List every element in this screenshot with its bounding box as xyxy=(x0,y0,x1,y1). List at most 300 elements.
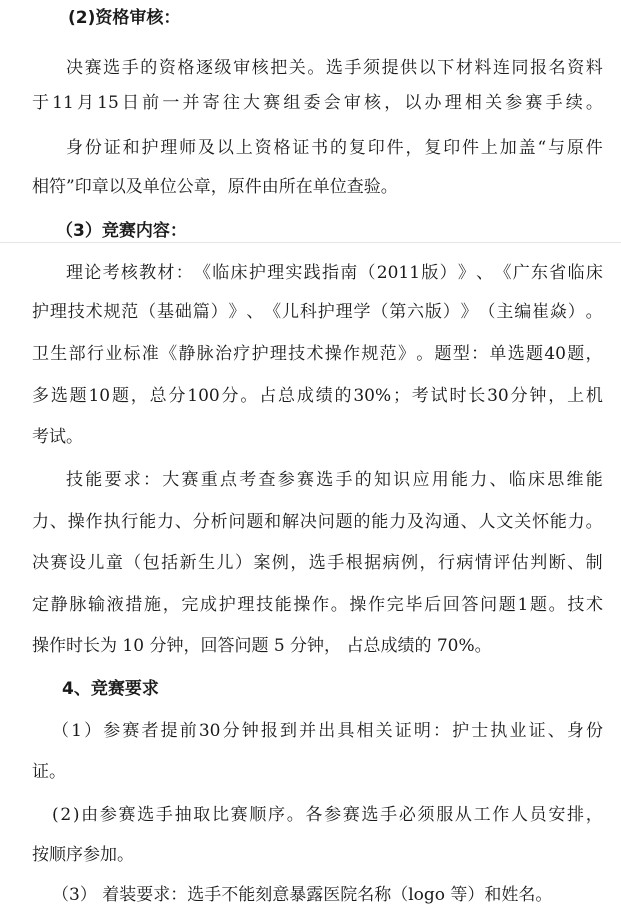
glyph: 并 xyxy=(299,721,317,741)
glyph: 用 xyxy=(431,470,449,490)
glyph: ） xyxy=(567,302,585,322)
glyph: ） xyxy=(442,302,460,322)
glyph: 》 xyxy=(228,302,246,322)
glyph: 顺 xyxy=(249,805,267,825)
glyph: 问 xyxy=(317,512,335,532)
glyph: 题 xyxy=(246,512,264,532)
glyph: 措 xyxy=(125,595,143,615)
glyph: （ xyxy=(358,263,376,283)
glyph: 赛 xyxy=(122,721,140,741)
glyph: 、 xyxy=(547,721,565,741)
glyph: 人 xyxy=(478,512,496,532)
glyph: 各 xyxy=(305,805,323,825)
paragraph-line xyxy=(0,258,621,288)
glyph: 版 xyxy=(424,302,442,322)
glyph: ： xyxy=(175,263,193,283)
glyph: 题 xyxy=(529,595,547,615)
glyph: ， xyxy=(585,805,603,825)
glyph: 赛 xyxy=(118,805,136,825)
glyph: 钟 xyxy=(241,721,259,741)
glyph: 作 xyxy=(85,512,103,532)
paragraph-line: 考试。 xyxy=(32,427,83,447)
glyph: 问 xyxy=(480,595,498,615)
glyph: 后 xyxy=(424,595,442,615)
paragraph-line xyxy=(0,716,621,746)
glyph: 考 xyxy=(411,386,429,406)
glyph: 能 xyxy=(139,512,157,532)
glyph: 护 xyxy=(141,138,159,158)
glyph: 占 xyxy=(259,386,277,406)
glyph: 题 xyxy=(111,386,129,406)
glyph: 卫 xyxy=(32,344,49,364)
glyph: 选 xyxy=(50,386,68,406)
glyph: （ xyxy=(52,721,69,741)
glyph: 《 xyxy=(160,344,178,364)
glyph: 能 xyxy=(451,470,468,490)
glyph: 选 xyxy=(103,58,121,78)
paragraph-line xyxy=(0,297,621,327)
glyph: 题 xyxy=(526,344,544,364)
heading-content: （3）竞赛内容： xyxy=(56,221,187,241)
glyph: 静 xyxy=(50,595,68,615)
glyph: 服 xyxy=(436,805,454,825)
glyph: 题 xyxy=(567,344,585,364)
glyph: 须 xyxy=(417,805,435,825)
glyph: 件 xyxy=(462,138,480,158)
glyph: 判 xyxy=(530,553,548,573)
glyph: 解 xyxy=(282,512,300,532)
glyph: 能 xyxy=(274,595,292,615)
paragraph-line: （3） 着装要求：选手不能刻意暴露医院名称（logo 等）和姓名。 xyxy=(52,885,553,905)
glyph: 证 xyxy=(528,721,546,741)
glyph: 大 xyxy=(243,93,260,113)
glyph: 业 xyxy=(105,344,123,364)
glyph: 续 xyxy=(565,93,583,113)
glyph: 能 xyxy=(585,470,603,490)
glyph: 制 xyxy=(585,553,603,573)
glyph: 实 xyxy=(285,263,303,283)
glyph: 《 xyxy=(494,263,512,283)
glyph: ( xyxy=(52,805,59,825)
glyph: 赛 xyxy=(342,805,360,825)
glyph: 30% xyxy=(353,386,392,406)
glyph: 于 xyxy=(32,93,49,113)
glyph: 1 xyxy=(71,721,82,741)
glyph: 析 xyxy=(210,512,228,532)
glyph: 选 xyxy=(325,58,343,78)
glyph: 答 xyxy=(461,595,479,615)
glyph: 。 xyxy=(548,595,566,615)
glyph: ） xyxy=(439,263,457,283)
glyph: 儿 xyxy=(87,553,105,573)
glyph: 和 xyxy=(264,512,282,532)
glyph: 分 xyxy=(510,386,528,406)
glyph: 情 xyxy=(474,553,492,573)
glyph: 求 xyxy=(123,470,141,490)
glyph: 下 xyxy=(437,58,455,78)
glyph: 分 xyxy=(221,386,239,406)
glyph: 崔 xyxy=(532,302,550,322)
glyph: 脉 xyxy=(69,595,87,615)
glyph: 儿 xyxy=(282,302,300,322)
glyph: 技 xyxy=(288,344,306,364)
glyph: ： xyxy=(143,470,160,490)
glyph: 理 xyxy=(444,93,462,113)
glyph: 料 xyxy=(585,58,603,78)
glyph: 。 xyxy=(330,595,348,615)
glyph: 证 xyxy=(292,138,310,158)
glyph: 题 xyxy=(498,595,516,615)
glyph: 月 xyxy=(76,93,94,113)
glyph: 术 xyxy=(85,302,103,322)
glyph: 》 xyxy=(397,344,415,364)
glyph: 证 xyxy=(103,138,121,158)
glyph: 审 xyxy=(233,58,251,78)
glyph: ） xyxy=(84,721,102,741)
heading-requirements: 4、竞赛要求 xyxy=(62,679,159,699)
glyph: 选 xyxy=(316,470,334,490)
glyph: 应 xyxy=(412,470,430,490)
glyph: 查 xyxy=(258,470,276,490)
glyph: 治 xyxy=(214,344,232,364)
glyph: 理 xyxy=(237,595,255,615)
glyph: 。 xyxy=(286,805,304,825)
glyph: 输 xyxy=(88,595,106,615)
glyph: 例 xyxy=(401,553,419,573)
paragraph-line: 相符”印章以及单位公章，原件由所在单位查验。 xyxy=(32,177,398,197)
glyph: 新 xyxy=(179,553,197,573)
glyph: ： xyxy=(471,344,489,364)
glyph: 、 xyxy=(460,512,478,532)
glyph: 书 xyxy=(311,138,329,158)
glyph: 的 xyxy=(354,470,372,490)
glyph: 份 xyxy=(585,721,603,741)
glyph: 并 xyxy=(182,93,200,113)
glyph: 毕 xyxy=(405,595,423,615)
paragraph-line xyxy=(0,800,621,830)
glyph: 力 xyxy=(470,470,488,490)
glyph: 脉 xyxy=(196,344,214,364)
glyph: 手 xyxy=(380,805,398,825)
glyph: 资 xyxy=(254,138,272,158)
glyph: 决 xyxy=(66,58,83,78)
glyph: 选 xyxy=(308,553,326,573)
glyph: 赛 xyxy=(297,470,314,490)
glyph: 识 xyxy=(393,470,411,490)
glyph: 指 xyxy=(321,263,339,283)
glyph: 会 xyxy=(323,93,341,113)
paragraph-line xyxy=(0,590,621,620)
glyph: 部 xyxy=(68,344,86,364)
glyph: 文 xyxy=(496,512,514,532)
glyph: 手 xyxy=(121,58,139,78)
glyph: 及 xyxy=(198,138,216,158)
glyph: 手 xyxy=(545,93,563,113)
glyph: 作 xyxy=(312,595,330,615)
glyph: 11 xyxy=(52,93,74,113)
glyph: 篇 xyxy=(192,302,210,322)
glyph: 以 xyxy=(404,93,422,113)
glyph: 作 xyxy=(492,805,510,825)
page-divider xyxy=(0,242,621,243)
glyph: 赛 xyxy=(525,93,543,113)
glyph: （ xyxy=(371,302,389,322)
glyph: 点 xyxy=(220,470,237,490)
glyph: 师 xyxy=(179,138,197,158)
glyph: 长 xyxy=(468,386,486,406)
glyph: 10 xyxy=(88,386,111,406)
glyph: 行 xyxy=(437,553,455,573)
glyph: 病 xyxy=(382,553,400,573)
glyph: 完 xyxy=(386,595,404,615)
glyph: 以 xyxy=(418,58,436,78)
glyph: ， xyxy=(384,93,402,113)
glyph: 总 xyxy=(278,386,296,406)
glyph: 维 xyxy=(566,470,584,490)
paragraph-line xyxy=(0,53,621,83)
glyph: 标 xyxy=(123,344,141,364)
glyph: 理 xyxy=(66,263,83,283)
glyph: 东 xyxy=(531,263,549,283)
glyph: ） xyxy=(210,302,228,322)
glyph: 操 xyxy=(67,512,85,532)
glyph: 选 xyxy=(361,805,379,825)
glyph: 要 xyxy=(104,470,122,490)
glyph: 核 xyxy=(120,263,138,283)
glyph: 机 xyxy=(585,386,603,406)
glyph: 焱 xyxy=(549,302,567,322)
glyph: 一 xyxy=(162,93,180,113)
glyph: 30 xyxy=(198,721,221,741)
glyph: 考 xyxy=(102,263,120,283)
glyph: 》 xyxy=(460,302,478,322)
glyph: 赛 xyxy=(50,553,68,573)
glyph: 逐 xyxy=(195,58,213,78)
glyph: 必 xyxy=(398,805,416,825)
glyph: 赛 xyxy=(230,805,248,825)
glyph: 沟 xyxy=(424,512,442,532)
glyph: 组 xyxy=(283,93,301,113)
glyph: 钟 xyxy=(529,386,547,406)
glyph: 与 xyxy=(548,138,566,158)
glyph: 把 xyxy=(270,58,288,78)
glyph: 决 xyxy=(32,553,49,573)
glyph: 通 xyxy=(442,512,460,532)
glyph: 版 xyxy=(421,263,439,283)
glyph: 份 xyxy=(84,138,102,158)
glyph: 手 xyxy=(335,470,353,490)
glyph: 报 xyxy=(530,58,548,78)
glyph: 能 xyxy=(371,512,389,532)
glyph: 临 xyxy=(567,263,585,283)
glyph: 论 xyxy=(84,263,102,283)
glyph: 估 xyxy=(511,553,529,573)
glyph: 教 xyxy=(139,263,157,283)
glyph: 、 xyxy=(567,553,585,573)
glyph: “ xyxy=(537,138,547,158)
glyph: 委 xyxy=(303,93,321,113)
glyph: 回 xyxy=(442,595,460,615)
glyph: 床 xyxy=(528,470,545,490)
glyph: ， xyxy=(548,386,566,406)
glyph: 怀 xyxy=(532,512,550,532)
glyph: 、 xyxy=(49,512,67,532)
glyph: 。 xyxy=(416,344,434,364)
glyph: 术 xyxy=(306,344,324,364)
glyph: 规 xyxy=(361,344,379,364)
glyph: 相 xyxy=(356,721,374,741)
glyph: 、 xyxy=(476,263,494,283)
glyph: 手 xyxy=(155,805,173,825)
paragraph-line xyxy=(0,88,621,118)
glyph: ， xyxy=(130,386,148,406)
glyph: 编 xyxy=(514,302,532,322)
glyph: 例 xyxy=(271,553,289,573)
glyph: ， xyxy=(162,595,180,615)
glyph: 往 xyxy=(222,93,240,113)
glyph: 40 xyxy=(544,344,566,364)
glyph: 及 xyxy=(407,512,425,532)
glyph: 100 xyxy=(187,386,220,406)
glyph: 件 xyxy=(585,138,603,158)
glyph: 的 xyxy=(140,58,158,78)
glyph: 前 xyxy=(142,93,160,113)
glyph: 包 xyxy=(142,553,160,573)
glyph: 的 xyxy=(330,138,348,158)
glyph: 《 xyxy=(264,302,282,322)
glyph: 成 xyxy=(296,386,314,406)
glyph: 主 xyxy=(496,302,514,322)
glyph: 第 xyxy=(389,302,407,322)
glyph: 分 xyxy=(168,386,186,406)
glyph: 知 xyxy=(374,470,391,490)
glyph: 以 xyxy=(216,138,234,158)
glyph: 儿 xyxy=(216,553,234,573)
glyph: 。 xyxy=(585,512,603,532)
glyph: 参 xyxy=(103,721,121,741)
glyph: 的 xyxy=(334,386,352,406)
glyph: 分 xyxy=(222,721,240,741)
glyph: 格 xyxy=(177,58,195,78)
glyph: 格 xyxy=(273,138,291,158)
glyph: 省 xyxy=(549,263,567,283)
glyph: 思 xyxy=(547,470,565,490)
glyph: 。 xyxy=(307,58,325,78)
glyph: 技 xyxy=(256,595,274,615)
glyph: 执 xyxy=(490,721,508,741)
glyph: 《 xyxy=(193,263,211,283)
glyph: 者 xyxy=(141,721,159,741)
glyph: 理 xyxy=(49,302,67,322)
glyph: 重 xyxy=(200,470,218,490)
glyph: 童 xyxy=(105,553,123,573)
paragraph-line xyxy=(0,507,621,537)
glyph: 印 xyxy=(367,138,385,158)
glyph: 身 xyxy=(66,138,83,158)
glyph: ， xyxy=(419,553,437,573)
glyph: 日 xyxy=(121,93,139,113)
glyph: 前 xyxy=(179,721,197,741)
glyph: 题 xyxy=(69,386,87,406)
glyph: 护 xyxy=(251,344,269,364)
glyph: 选 xyxy=(507,344,525,364)
glyph: 临 xyxy=(508,470,526,490)
glyph: 根 xyxy=(345,553,363,573)
heading-qualification: (2)资格审核： xyxy=(68,8,181,28)
glyph: 作 xyxy=(343,344,361,364)
glyph: 静 xyxy=(178,344,196,364)
glyph: 取 xyxy=(193,805,211,825)
glyph: 须 xyxy=(363,58,380,78)
glyph: 案 xyxy=(253,553,271,573)
paragraph-line xyxy=(0,133,621,163)
paragraph-line: 按顺序参加。 xyxy=(32,845,134,865)
glyph: 、 xyxy=(246,302,264,322)
glyph: ) xyxy=(72,805,80,825)
glyph: 抽 xyxy=(174,805,192,825)
glyph: 手 xyxy=(344,58,362,78)
glyph: 复 xyxy=(348,138,366,158)
glyph: 护 xyxy=(248,263,266,283)
glyph: 2011 xyxy=(376,263,421,283)
glyph: 生 xyxy=(50,344,68,364)
paragraph-line: 证。 xyxy=(32,762,66,782)
glyph: 考 xyxy=(239,470,257,490)
glyph: 料 xyxy=(474,58,492,78)
glyph: 具 xyxy=(337,721,355,741)
glyph: 力 xyxy=(389,512,407,532)
glyph: 技 xyxy=(66,470,83,490)
glyph: 。 xyxy=(240,386,258,406)
glyph: 行 xyxy=(86,344,104,364)
glyph: 证 xyxy=(394,721,412,741)
glyph: 技 xyxy=(67,302,85,322)
glyph: ） xyxy=(234,553,252,573)
glyph: 操 xyxy=(293,595,311,615)
glyph: ； xyxy=(392,386,410,406)
glyph: 南 xyxy=(340,263,358,283)
glyph: 完 xyxy=(181,595,199,615)
glyph: 2 xyxy=(60,805,72,825)
glyph: 审 xyxy=(343,93,361,113)
glyph: 问 xyxy=(228,512,246,532)
glyph: 力 xyxy=(567,512,585,532)
glyph: 寄 xyxy=(202,93,220,113)
glyph: 关 xyxy=(485,93,503,113)
glyph: ： xyxy=(432,721,450,741)
glyph: 供 xyxy=(400,58,418,78)
glyph: 参 xyxy=(277,470,295,490)
glyph: 资 xyxy=(567,58,585,78)
glyph: 技 xyxy=(567,595,585,615)
glyph: 盖 xyxy=(518,138,536,158)
glyph: 办 xyxy=(424,93,442,113)
glyph: 资 xyxy=(158,58,176,78)
glyph: 排 xyxy=(567,805,585,825)
glyph: 身 xyxy=(566,721,584,741)
glyph: 多 xyxy=(32,386,49,406)
glyph: 分 xyxy=(192,512,210,532)
glyph: 、 xyxy=(174,512,192,532)
glyph: 员 xyxy=(529,805,547,825)
glyph: 参 xyxy=(505,93,523,113)
glyph: 相 xyxy=(464,93,482,113)
glyph: 理 xyxy=(160,138,178,158)
glyph: 力 xyxy=(32,512,49,532)
glyph: 明 xyxy=(413,721,431,741)
glyph: 作 xyxy=(368,595,386,615)
glyph: 力 xyxy=(157,512,175,532)
